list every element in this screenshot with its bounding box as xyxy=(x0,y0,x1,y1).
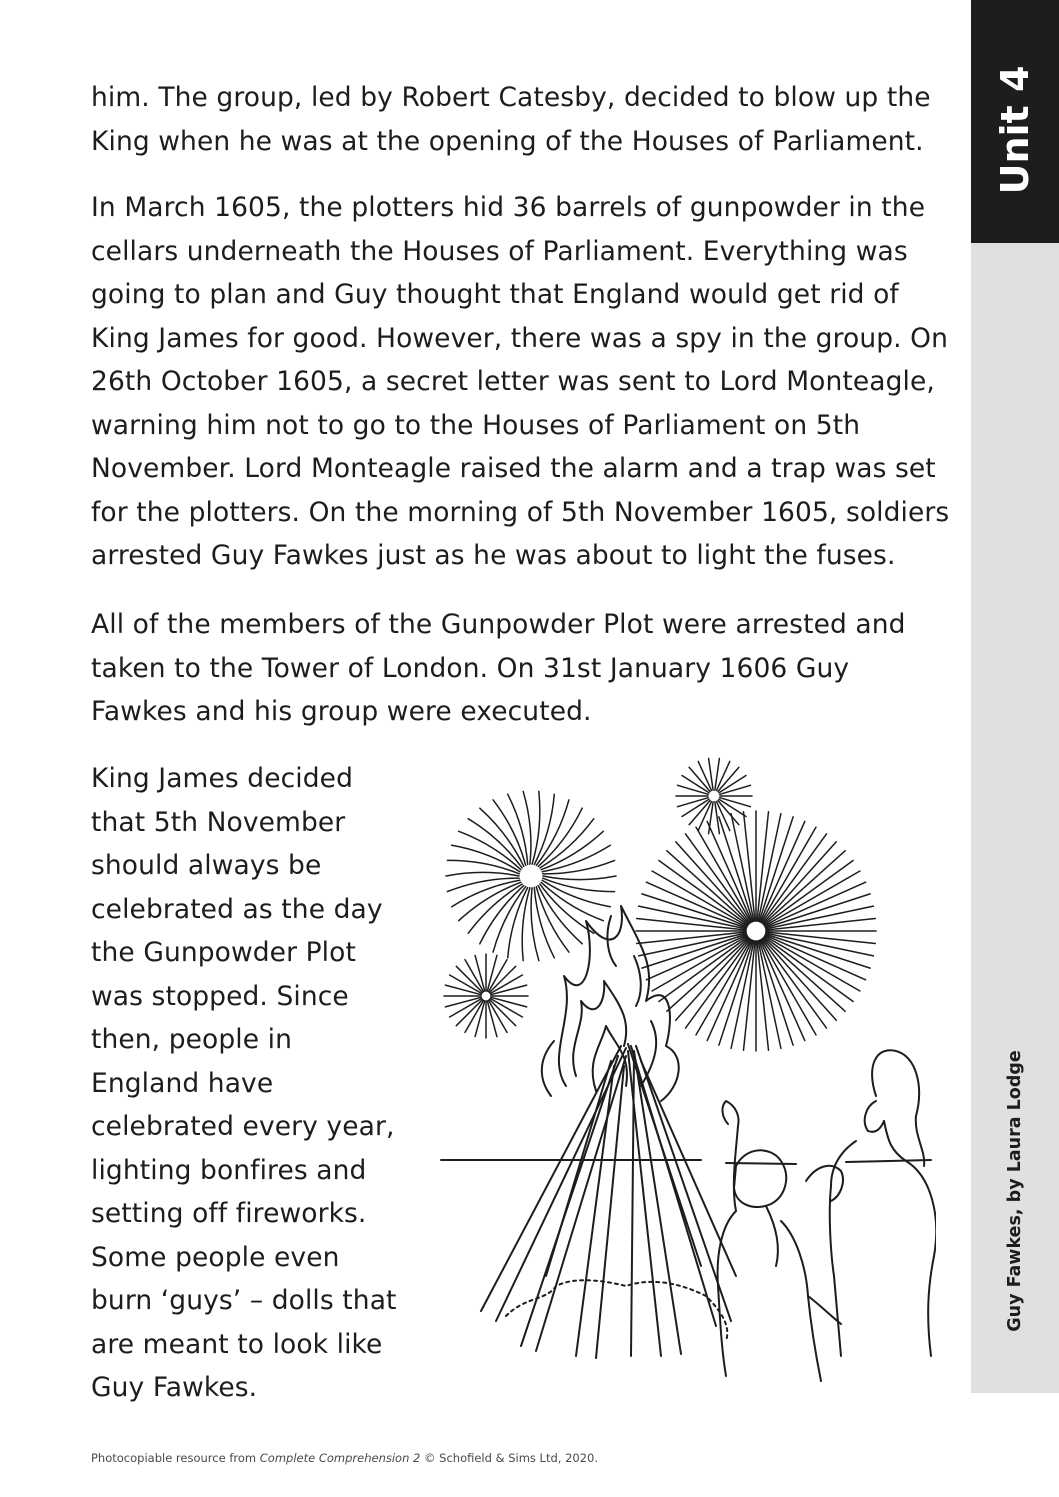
paragraph-3: All of the members of the Gunpowder Plot were arrested and taken to the Tower of London. On 31st January 1606 Guy Fawkes and his group were executed. xyxy=(91,609,906,727)
unit-tab xyxy=(971,0,1059,243)
girl-figure xyxy=(718,1101,841,1381)
firework-burst-large-right xyxy=(636,811,876,1051)
firework-burst-small-top xyxy=(676,758,752,833)
footer-book-title: Complete Comprehension 2 xyxy=(259,1451,421,1465)
footer-suffix: © Schofield & Sims Ltd, 2020. xyxy=(420,1451,598,1465)
footer-prefix: Photocopiable resource from xyxy=(91,1451,260,1465)
unit-label: Unit 4 xyxy=(993,65,1037,195)
credit-tab xyxy=(971,243,1059,1393)
firework-burst-small-left xyxy=(444,954,528,1038)
bonfire-flames xyxy=(542,906,679,1101)
footer xyxy=(91,1451,598,1465)
bonfire-logs xyxy=(481,1044,736,1358)
bonfire-fireworks-illustration xyxy=(436,756,936,1396)
credit-label: Guy Fawkes, by Laura Lodge xyxy=(1005,1050,1025,1332)
paragraph-2: In March 1605, the plotters hid 36 barrels of gunpowder in the cellars underneath the Houses of Parliament. Everything was going to plan and Guy thought that England would get rid of King James for good. However, there was a spy in the group. On 26th October 1605, a secret letter was sent to Lord Monteagle, warning him not to go to the Houses of Parliament on 5th November. Lord Monteagle raised the alarm and a trap was set for the plotters. On the morning of 5th November 1605, soldiers arrested Guy Fawkes just as he was about to light the fuses. xyxy=(91,192,950,571)
paragraph-1: him. The group, led by Robert Catesby, decided to blow up the King when he was at the opening of the Houses of Parliament. xyxy=(91,82,931,157)
firework-burst-large-left xyxy=(446,791,616,960)
paragraph-4: King James decided that 5th November should always be celebrated as the day the Gunpowder Plot was stopped. Since then, people in England have celebrated every year, lighting bonfires and setting off fireworks. Some people even burn ‘guys’ – dolls that are meant to look like Guy Fawkes. xyxy=(91,763,397,1403)
